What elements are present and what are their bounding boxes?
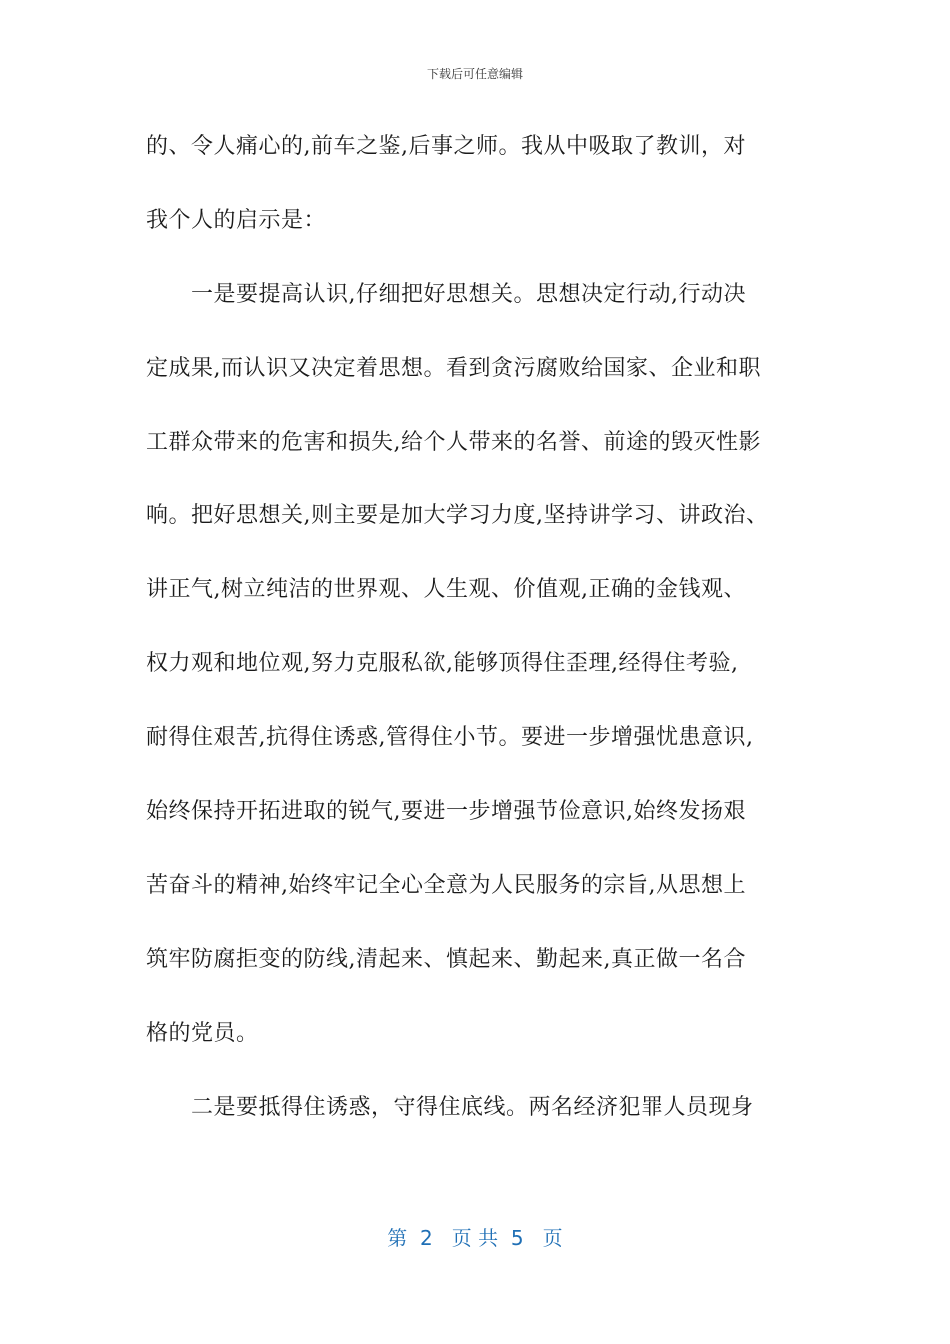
- text-line: 响。把好思想关,则主要是加大学习力度,坚持讲学习、讲政治、: [146, 503, 769, 529]
- text-line: 筑牢防腐拒变的防线,清起来、慎起来、勤起来,真正做一名合: [146, 946, 746, 972]
- text-line: 工群众带来的危害和损失,给个人带来的名誉、前途的毁灭性影: [146, 429, 761, 455]
- document-body: [146, 122, 806, 1156]
- text-line: 定成果,而认识又决定着思想。看到贪污腐败给国家、企业和职: [146, 355, 761, 381]
- paragraph-start-line: 一是要提高认识,仔细把好思想关。思想决定行动,行动决: [191, 281, 746, 307]
- page-number-text: 第 2 页 共 5 页: [387, 1226, 563, 1250]
- text-line: 权力观和地位观,努力克服私欲,能够顶得住歪理,经得住考验,: [146, 651, 739, 677]
- text-line: 耐得住艰苦,抗得住诱惑,管得住小节。要进一步增强忧患意识,: [146, 725, 754, 751]
- text-line: 讲正气,树立纯洁的世界观、人生观、价值观,正确的金钱观、: [146, 577, 746, 603]
- text-line: 的、令人痛心的,前车之鉴,后事之师。我从中吸取了教训，对: [146, 134, 746, 159]
- page-number: [0, 1226, 950, 1250]
- paragraph-start-line: 二是要抵得住诱惑，守得住底线。两名经济犯罪人员现身: [191, 1094, 754, 1120]
- text-line: 苦奋斗的精神,始终牢记全心全意为人民服务的宗旨,从思想上: [146, 872, 746, 898]
- text-line: 我个人的启示是：: [146, 207, 327, 233]
- text-line: 格的党员。: [146, 1020, 259, 1046]
- header-note: 下载后可任意编辑: [426, 67, 523, 81]
- text-line: 始终保持开拓进取的锐气,要进一步增强节俭意识,始终发扬艰: [146, 799, 746, 825]
